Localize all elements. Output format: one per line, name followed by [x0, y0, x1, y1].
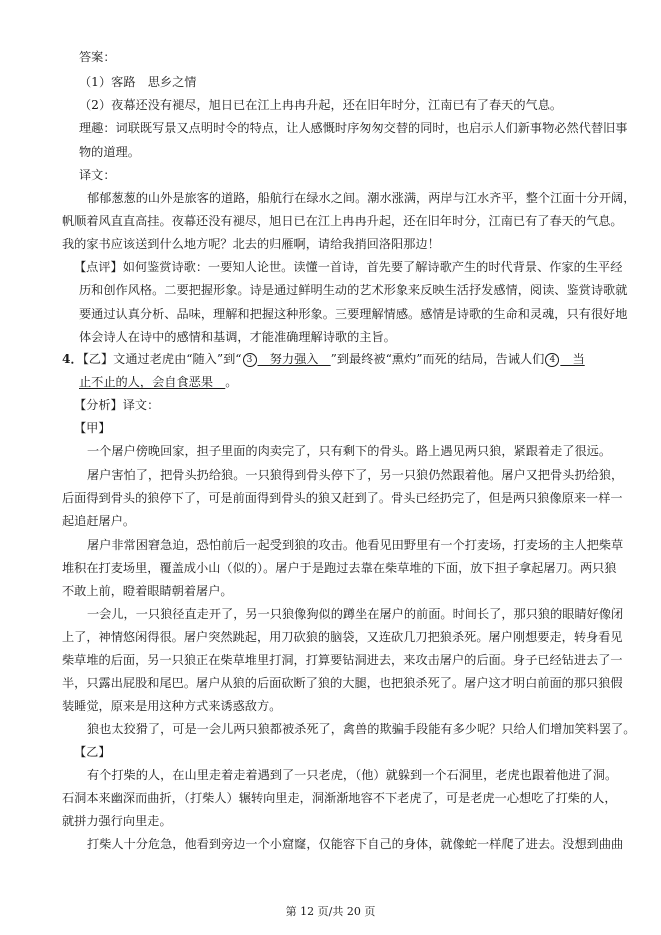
- question-4-line-1: [62, 351, 585, 367]
- question-text-b: ”到最终被“熏灼”而死的结局，告诫人们: [330, 352, 545, 366]
- answer-blank-3: 努力强入: [257, 352, 331, 366]
- jia-line: 起追赶屠户。: [62, 514, 136, 528]
- circle-number-3: 3: [243, 353, 257, 367]
- translation-line: 郁郁葱葱的山外是旅客的道路，船航行在绿水之间。潮水涨满，两岸与江水齐平，整个江面十分开阔，: [87, 191, 636, 205]
- comment-line: 【点评】如何鉴赏诗歌：一要知人论世。读懂一首诗，首先要了解诗歌产生的时代背景、作家的生平经: [74, 260, 623, 274]
- question-4-line-2: [79, 374, 237, 390]
- jia-line: 不敢上前，瞪着眼睛朝着屠户。: [62, 584, 233, 598]
- answer-1: （1）客路 思乡之情: [79, 75, 197, 89]
- comment-line: 要通过认真分析、品味，理解和把握这种形象。三要理解情感。感情是诗歌的生命和灵魂，只有很好地: [79, 307, 628, 321]
- circle-number-4: 4: [545, 353, 559, 367]
- jia-line: 屠户非常困窘急迫，恐怕前后一起受到狼的攻击。他看见田野里有一个打麦场，打麦场的主人把柴草: [87, 538, 624, 552]
- jia-line: 柴草堆的后面，另一只狼正在柴草堆里打洞，打算要钻洞进去，来攻击屠户的后面。身子已经钻进去了一: [62, 653, 623, 667]
- jia-line: 屠户害怕了，把骨头扔给狼。一只狼得到骨头停下了，另一只狼仍然跟着他。屠户又把骨头扔给狼，: [87, 468, 624, 482]
- yi-line: 石洞本来幽深而曲折，（打柴人）辗转向里走，洞渐渐地容不下老虎了，可是老虎一心想吃了打柴的人，: [62, 791, 617, 805]
- jia-line: 后面得到骨头的狼停下了，可是前面得到骨头的狼又赶到了。骨头已经扔完了，但是两只狼像原来一样一: [62, 491, 623, 505]
- answer-2: （2）夜幕还没有褪尽，旭日已在江上冉冉升起，还在旧年时分，江南已有了春天的气息。: [79, 98, 563, 112]
- page-footer: 第 12 页/共 20 页: [285, 905, 376, 918]
- question-number: 4．: [62, 352, 83, 366]
- answer-blank-4-part-1: 当: [560, 352, 585, 366]
- yi-line: 打柴人十分危急，他看到旁边一个小窟窿，仅能容下自己的身体，就像蛇一样爬了进去。没想到曲曲: [87, 837, 624, 851]
- jia-line: 狼也太狡猾了，可是一会儿两只狼都被杀死了，禽兽的欺骗手段能有多少呢？只给人们增加笑料罢了。: [87, 722, 636, 736]
- reason-line-1: 理趣：词联既写景又点明时令的特点，让人感慨时序匆匆交替的同时，也启示人们新事物必然代替旧事: [79, 121, 628, 135]
- yi-line: 就拼力强行向里走。: [62, 814, 172, 828]
- jia-line: 堆积在打麦场里，覆盖成小山（似的）。屠户于是跑过去靠在柴草堆的下面，放下担子拿起屠刀。两只狼: [62, 561, 617, 575]
- reason-line-2: 物的道理。: [79, 145, 140, 159]
- analysis-label: 【分析】译文：: [74, 398, 160, 412]
- jia-line: 一会儿，一只狼径直走开了，另一只狼像狗似的蹲坐在屠户的前面。时间长了，那只狼的眼睛好像闭: [87, 607, 624, 621]
- yi-label: 【乙】: [74, 745, 111, 759]
- answer-blank-4-part-2: 止不止的人，会自食恶果: [79, 375, 226, 389]
- jia-line: 上了，神情悠闲得很。屠户突然跳起，用刀砍狼的脑袋，又连砍几刀把狼杀死。屠户刚想要走，转身看见: [62, 630, 623, 644]
- answer-label: 答案：: [79, 50, 116, 64]
- jia-line: 半，只露出屁股和尾巴。屠户从狼的后面砍断了狼的大腿，也把狼杀死了。屠户这才明白前面的那只狼假: [62, 676, 623, 690]
- yi-line: 有个打柴的人，在山里走着走着遇到了一只老虎，（他）就躲到一个石洞里，老虎也跟着他进了洞。: [87, 768, 618, 782]
- question-text-a: 【乙】文通过老虎由“随入”到“: [82, 352, 242, 366]
- jia-line: 一个屠户傍晚回家，担子里面的肉卖完了，只有剩下的骨头。路上遇见两只狼，紧跟着走了很远。: [87, 444, 612, 458]
- comment-line: 历和创作风格。二要把握形象。诗是通过鲜明生动的艺术形象来反映生活抒发感情，阅读、鉴赏诗歌就: [79, 283, 628, 297]
- comment-line: 体会诗人在诗中的感情和基调，才能准确理解诗歌的主旨。: [79, 330, 396, 344]
- translation-label: 译文：: [79, 168, 116, 182]
- end-mark: 。: [225, 375, 238, 389]
- jia-label: 【甲】: [74, 421, 111, 435]
- translation-line: 帆顺着风直直高挂。夜幕还没有褪尽，旭日已在江上冉冉升起，还在旧年时分，江南已有了春天的气息。: [62, 214, 623, 228]
- jia-line: 装睡觉，原来是用这种方式来诱惑敌方。: [62, 699, 282, 713]
- translation-line: 我的家书应该送到什么地方呢？北去的归雁啊，请给我捎回洛阳那边！: [62, 237, 440, 251]
